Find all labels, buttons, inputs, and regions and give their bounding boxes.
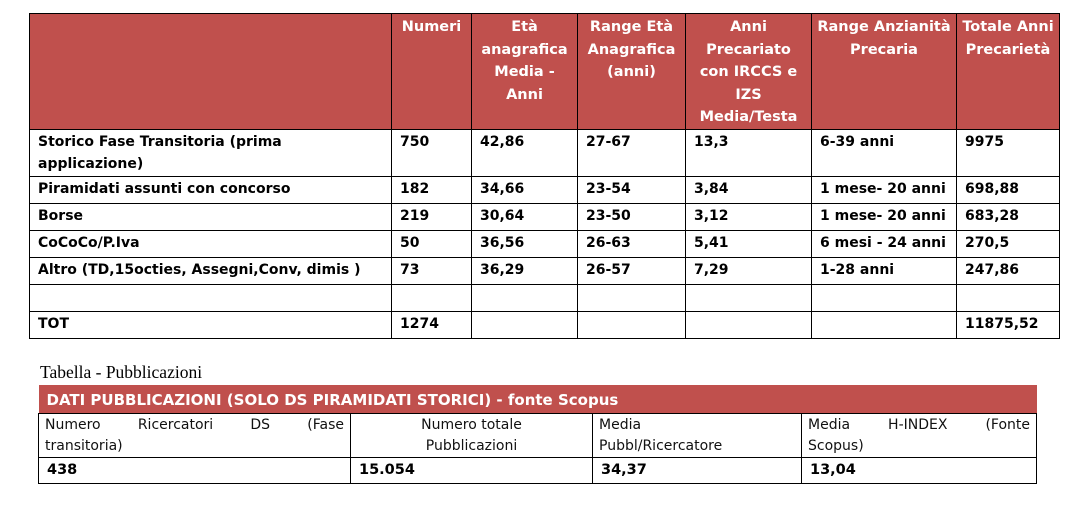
cell-numeri: 182 bbox=[392, 177, 472, 204]
cell-totale-anni: 9975 bbox=[957, 130, 1060, 177]
cell-numeri bbox=[392, 285, 472, 312]
header-numero-pubblicazioni bbox=[351, 414, 593, 458]
table-row bbox=[30, 177, 1060, 204]
header-line: Numero Ricercatori DS (Fase bbox=[45, 417, 344, 433]
header-numero-ricercatori bbox=[39, 414, 351, 458]
cell-eta-media bbox=[472, 285, 578, 312]
header-line: Pubbl/Ricercatore bbox=[599, 438, 723, 454]
cell-numeri: 750 bbox=[392, 130, 472, 177]
table-caption: Tabella - Pubblicazioni bbox=[40, 362, 203, 382]
row-label: Piramidati assunti con concorso bbox=[30, 177, 392, 204]
cell-range-eta: 26-63 bbox=[578, 231, 686, 258]
cell-range-anzianita bbox=[812, 285, 957, 312]
table-row bbox=[30, 258, 1060, 285]
table-row bbox=[30, 204, 1060, 231]
cell-eta-media: 34,66 bbox=[472, 177, 578, 204]
pubblicazioni-value-row bbox=[39, 458, 1037, 484]
cell-range-anzianita: 6-39 anni bbox=[812, 130, 957, 177]
cell-anni-precariato bbox=[686, 312, 812, 339]
row-label: Altro (TD,15octies, Assegni,Conv, dimis ) bbox=[30, 258, 392, 285]
header-line: Numero totale bbox=[421, 417, 522, 433]
header-line: Pubblicazioni bbox=[425, 438, 518, 454]
cell-numeri: 1274 bbox=[392, 312, 472, 339]
header-totale-anni: Totale Anni Precarietà bbox=[957, 14, 1060, 130]
cell-totale-anni: 11875,52 bbox=[957, 312, 1060, 339]
row-label: Borse bbox=[30, 204, 392, 231]
pubblicazioni-header-row bbox=[39, 414, 1037, 458]
cell-anni-precariato: 7,29 bbox=[686, 258, 812, 285]
cell-numeri: 219 bbox=[392, 204, 472, 231]
cell-anni-precariato bbox=[686, 285, 812, 312]
cell-range-anzianita: 1 mese- 20 anni bbox=[812, 204, 957, 231]
pubblicazioni-table bbox=[38, 385, 1037, 484]
table-row-empty bbox=[30, 285, 1060, 312]
table-row bbox=[30, 130, 1060, 177]
value-media-pubbl: 34,37 bbox=[593, 458, 802, 484]
row-label: CoCoCo/P.Iva bbox=[30, 231, 392, 258]
row-label bbox=[30, 285, 392, 312]
cell-totale-anni: 247,86 bbox=[957, 258, 1060, 285]
row-label: TOT bbox=[30, 312, 392, 339]
cell-eta-media: 36,29 bbox=[472, 258, 578, 285]
table-row-total bbox=[30, 312, 1060, 339]
cell-range-anzianita: 1-28 anni bbox=[812, 258, 957, 285]
cell-numeri: 73 bbox=[392, 258, 472, 285]
cell-range-eta: 26-57 bbox=[578, 258, 686, 285]
header-h-index bbox=[802, 414, 1037, 458]
value-numero-pubblicazioni: 15.054 bbox=[351, 458, 593, 484]
cell-eta-media: 30,64 bbox=[472, 204, 578, 231]
cell-range-anzianita: 1 mese- 20 anni bbox=[812, 177, 957, 204]
row-label: Storico Fase Transitoria (prima applicazione) bbox=[30, 130, 392, 177]
cell-eta-media: 42,86 bbox=[472, 130, 578, 177]
cell-eta-media: 36,56 bbox=[472, 231, 578, 258]
header-anni-precariato: Anni Precariato con IRCCS e IZS Media/Testa bbox=[686, 14, 812, 130]
cell-totale-anni: 683,28 bbox=[957, 204, 1060, 231]
header-range-eta: Range Età Anagrafica (anni) bbox=[578, 14, 686, 130]
header-line: Media bbox=[599, 417, 642, 433]
header-numeri: Numeri bbox=[392, 14, 472, 130]
cell-totale-anni bbox=[957, 285, 1060, 312]
header-media-pubbl bbox=[593, 414, 802, 458]
cell-eta-media bbox=[472, 312, 578, 339]
cell-range-eta bbox=[578, 285, 686, 312]
cell-anni-precariato: 5,41 bbox=[686, 231, 812, 258]
header-eta-media: Età anagrafica Media - Anni bbox=[472, 14, 578, 130]
pubblicazioni-title-row bbox=[39, 385, 1037, 414]
cell-anni-precariato: 3,12 bbox=[686, 204, 812, 231]
cell-range-eta: 27-67 bbox=[578, 130, 686, 177]
precariato-header-row bbox=[30, 14, 1060, 130]
precariato-table bbox=[29, 13, 1060, 339]
cell-range-eta: 23-50 bbox=[578, 204, 686, 231]
cell-numeri: 50 bbox=[392, 231, 472, 258]
header-line: Media H-INDEX (Fonte bbox=[808, 417, 1030, 433]
cell-totale-anni: 270,5 bbox=[957, 231, 1060, 258]
cell-range-anzianita bbox=[812, 312, 957, 339]
header-empty bbox=[30, 14, 392, 130]
cell-range-anzianita: 6 mesi - 24 anni bbox=[812, 231, 957, 258]
cell-range-eta: 23-54 bbox=[578, 177, 686, 204]
cell-range-eta bbox=[578, 312, 686, 339]
header-line: transitoria) bbox=[45, 438, 123, 454]
header-line: Scopus) bbox=[808, 438, 864, 454]
pubblicazioni-title: DATI PUBBLICAZIONI (SOLO DS PIRAMIDATI STORICI) - fonte Scopus bbox=[39, 385, 1037, 414]
header-range-anzianita: Range Anzianità Precaria bbox=[812, 14, 957, 130]
value-numero-ricercatori: 438 bbox=[39, 458, 351, 484]
table-row bbox=[30, 231, 1060, 258]
cell-totale-anni: 698,88 bbox=[957, 177, 1060, 204]
cell-anni-precariato: 3,84 bbox=[686, 177, 812, 204]
value-h-index: 13,04 bbox=[802, 458, 1037, 484]
cell-anni-precariato: 13,3 bbox=[686, 130, 812, 177]
